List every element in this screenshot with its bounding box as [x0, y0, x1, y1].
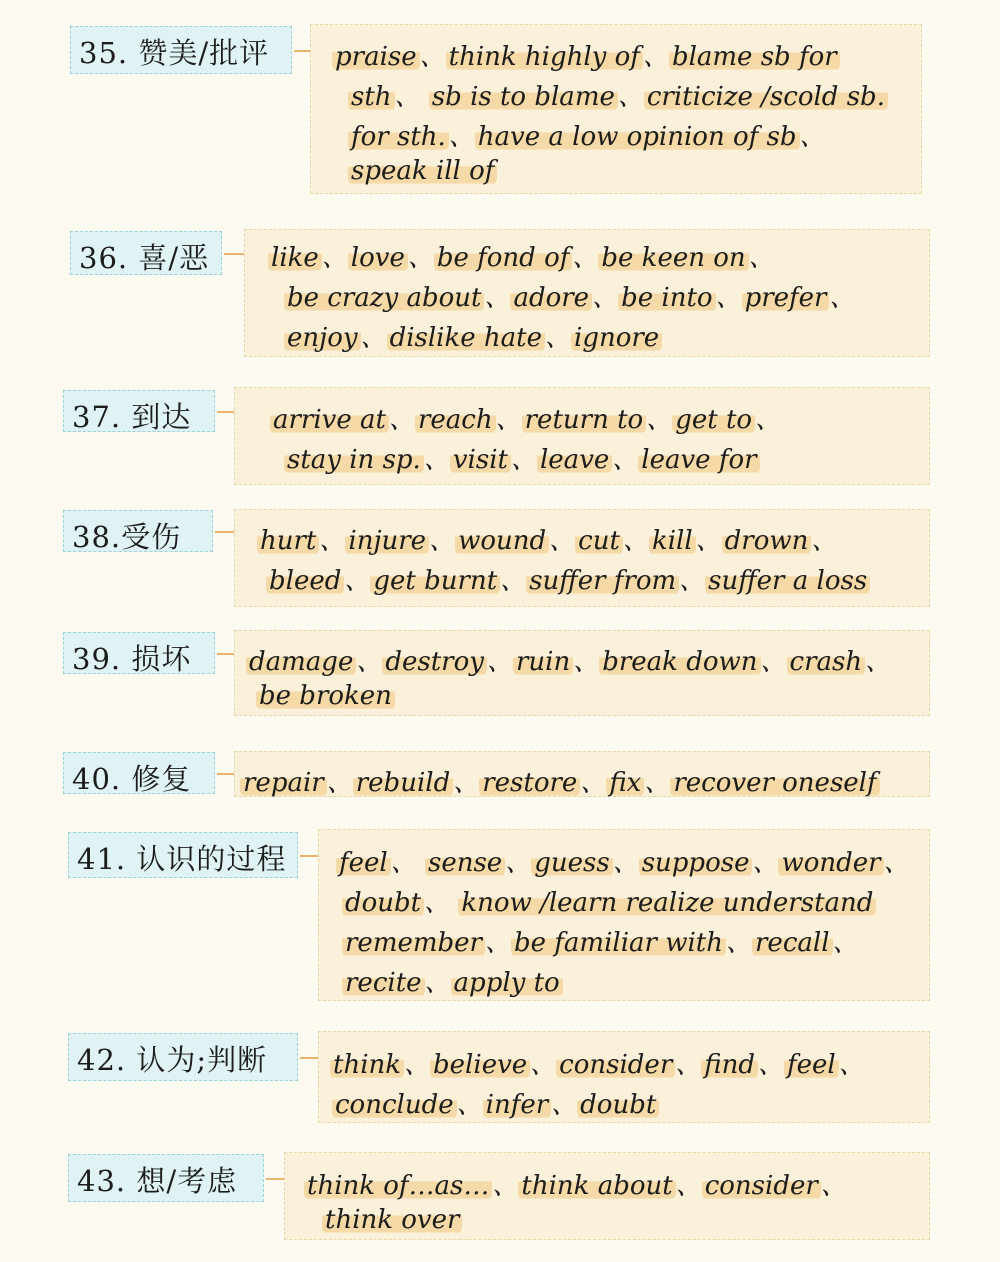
- separator: 、: [495, 405, 522, 435]
- vocab-phrase: think highly of: [446, 42, 643, 72]
- separator: 、: [505, 848, 532, 878]
- vocab-phrase: for sth.: [348, 122, 449, 152]
- vocab-phrase: adore: [510, 283, 592, 313]
- vocab-phrase: kill: [649, 526, 696, 556]
- vocab-phrase: remember: [342, 928, 485, 958]
- vocab-phrase: break down: [599, 647, 760, 677]
- separator: 、: [484, 283, 511, 313]
- vocab-phrase: return to: [522, 405, 647, 435]
- separator: 、: [883, 848, 910, 878]
- vocab-phrase: drown: [722, 526, 812, 556]
- separator: 、: [832, 928, 859, 958]
- word-line: [348, 116, 826, 153]
- word-line: [284, 277, 856, 314]
- vocab-phrase: crash: [787, 647, 866, 677]
- word-line: [270, 399, 781, 436]
- vocab-phrase: be fond of: [434, 243, 573, 273]
- word-line: [240, 762, 880, 799]
- word-line: [322, 1205, 462, 1235]
- vocab-phrase: injure: [345, 526, 429, 556]
- vocab-phrase: think about: [518, 1171, 675, 1201]
- separator: 、: [326, 768, 353, 798]
- vocab-phrase: conclude: [332, 1090, 457, 1120]
- separator: 、: [573, 647, 600, 677]
- connector-line: [217, 411, 234, 413]
- vocab-phrase: restore: [479, 768, 580, 798]
- vocab-phrase: ignore: [571, 323, 662, 353]
- connector-line: [224, 253, 244, 255]
- separator: 、: [390, 848, 425, 878]
- vocab-phrase: reach: [415, 405, 496, 435]
- vocab-phrase: doubt: [342, 888, 424, 918]
- vocab-phrase: get burnt: [370, 566, 500, 596]
- vocab-phrase: dislike hate: [387, 323, 545, 353]
- separator: 、: [838, 1050, 865, 1080]
- vocab-phrase: consider: [702, 1171, 821, 1201]
- separator: 、: [500, 566, 527, 596]
- connector-line: [217, 653, 234, 655]
- entry-label: 40. 修复: [63, 752, 215, 794]
- separator: 、: [549, 526, 576, 556]
- separator: 、: [675, 1171, 702, 1201]
- word-line: [342, 882, 876, 919]
- word-line: [284, 439, 760, 476]
- separator: 、: [544, 323, 571, 353]
- word-line: [268, 237, 775, 274]
- separator: 、: [612, 848, 639, 878]
- separator: 、: [752, 848, 779, 878]
- separator: 、: [758, 1050, 785, 1080]
- separator: 、: [748, 243, 775, 273]
- word-line: [256, 681, 395, 711]
- vocab-phrase: find: [701, 1050, 758, 1080]
- separator: 、: [530, 1050, 557, 1080]
- vocab-phrase: guess: [531, 848, 612, 878]
- vocab-phrase: love: [348, 243, 408, 273]
- separator: 、: [715, 283, 742, 313]
- vocab-phrase: sb is to blame: [429, 82, 618, 112]
- vocab-phrase: repair: [240, 768, 327, 798]
- word-line: [266, 560, 870, 597]
- word-line: [284, 317, 662, 354]
- vocab-phrase: apply to: [451, 968, 563, 998]
- vocab-phrase: rebuild: [353, 768, 453, 798]
- vocab-phrase: be into: [618, 283, 715, 313]
- separator: 、: [644, 768, 671, 798]
- vocab-phrase: think over: [322, 1205, 462, 1235]
- separator: 、: [622, 526, 649, 556]
- separator: 、: [456, 1090, 483, 1120]
- separator: 、: [820, 1171, 847, 1201]
- vocab-phrase: wonder: [778, 848, 883, 878]
- word-line: [342, 962, 563, 999]
- separator: 、: [388, 405, 415, 435]
- separator: 、: [448, 122, 475, 152]
- connector-line: [300, 1057, 318, 1059]
- separator: 、: [492, 1171, 519, 1201]
- vocab-phrase: be familiar with: [511, 928, 726, 958]
- vocab-phrase: get to: [672, 405, 755, 435]
- word-line: [348, 156, 497, 186]
- connector-line: [266, 1178, 284, 1180]
- vocab-phrase: recite: [342, 968, 425, 998]
- separator: 、: [675, 1050, 702, 1080]
- vocab-phrase: cut: [575, 526, 623, 556]
- separator: 、: [580, 768, 607, 798]
- vocab-phrase: think of…as…: [304, 1171, 492, 1201]
- vocab-phrase: visit: [450, 445, 511, 475]
- vocab-phrase: have a low opinion of sb: [475, 122, 800, 152]
- separator: 、: [356, 647, 383, 677]
- vocab-phrase: suffer from: [526, 566, 679, 596]
- entry-label: 42. 认为;判断: [68, 1033, 298, 1081]
- word-line: [336, 842, 910, 879]
- separator: 、: [695, 526, 722, 556]
- separator: 、: [551, 1090, 578, 1120]
- vocab-phrase: know /learn realize understand: [458, 888, 876, 918]
- vocab-phrase: recover oneself: [670, 768, 879, 798]
- vocab-phrase: be broken: [256, 681, 395, 711]
- separator: 、: [679, 566, 706, 596]
- separator: 、: [799, 122, 826, 152]
- connector-line: [294, 50, 310, 52]
- vocab-phrase: infer: [483, 1090, 552, 1120]
- vocab-phrase: leave: [537, 445, 612, 475]
- vocab-phrase: be keen on: [598, 243, 748, 273]
- vocab-phrase: damage: [246, 647, 356, 677]
- word-line: [330, 1044, 865, 1081]
- separator: 、: [760, 647, 787, 677]
- entry-label: 41. 认识的过程: [68, 832, 298, 878]
- word-line: [246, 641, 891, 678]
- entry-label: 43. 想/考虑: [68, 1154, 264, 1202]
- separator: 、: [572, 243, 599, 273]
- separator: 、: [829, 283, 856, 313]
- vocab-phrase: prefer: [742, 283, 830, 313]
- vocab-phrase: blame sb for: [669, 42, 840, 72]
- vocab-phrase: stay in sp.: [284, 445, 424, 475]
- word-line: [304, 1165, 847, 1202]
- separator: 、: [394, 82, 429, 112]
- vocab-phrase: suppose: [639, 848, 753, 878]
- vocab-phrase: recall: [752, 928, 833, 958]
- separator: 、: [429, 526, 456, 556]
- word-line: [332, 1084, 659, 1121]
- separator: 、: [407, 243, 434, 273]
- vocab-phrase: hurt: [257, 526, 319, 556]
- vocab-phrase: be crazy about: [284, 283, 484, 313]
- vocab-phrase: enjoy: [284, 323, 361, 353]
- separator: 、: [646, 405, 673, 435]
- vocab-phrase: criticize /scold sb.: [644, 82, 888, 112]
- vocab-phrase: suffer a loss: [705, 566, 870, 596]
- vocab-phrase: speak ill of: [348, 156, 497, 186]
- vocab-phrase: feel: [784, 1050, 839, 1080]
- vocab-phrase: bleed: [266, 566, 344, 596]
- word-line: [342, 922, 859, 959]
- vocab-phrase: doubt: [577, 1090, 659, 1120]
- separator: 、: [484, 928, 511, 958]
- separator: 、: [592, 283, 619, 313]
- separator: 、: [612, 445, 639, 475]
- vocab-phrase: think: [330, 1050, 404, 1080]
- vocab-phrase: like: [268, 243, 322, 273]
- vocab-phrase: leave for: [638, 445, 759, 475]
- entry-label: 36. 喜/恶: [70, 231, 222, 275]
- separator: 、: [642, 42, 669, 72]
- entry-label: 37. 到达: [63, 390, 215, 432]
- vocab-phrase: sth: [348, 82, 395, 112]
- separator: 、: [319, 526, 346, 556]
- connector-line: [215, 531, 234, 533]
- separator: 、: [424, 968, 451, 998]
- vocab-phrase: sense: [425, 848, 505, 878]
- word-line: [332, 36, 840, 73]
- entry-label: 39. 损坏: [63, 632, 215, 674]
- separator: 、: [811, 526, 838, 556]
- vocab-phrase: feel: [336, 848, 391, 878]
- entry-label: 35. 赞美/批评: [70, 26, 292, 74]
- vocab-phrase: destroy: [382, 647, 487, 677]
- separator: 、: [865, 647, 892, 677]
- separator: 、: [755, 405, 782, 435]
- vocab-phrase: arrive at: [270, 405, 389, 435]
- separator: 、: [321, 243, 348, 273]
- separator: 、: [424, 888, 459, 918]
- separator: 、: [423, 445, 450, 475]
- separator: 、: [617, 82, 644, 112]
- vocab-phrase: praise: [332, 42, 420, 72]
- vocab-phrase: ruin: [513, 647, 573, 677]
- vocab-phrase: fix: [606, 768, 644, 798]
- separator: 、: [725, 928, 752, 958]
- separator: 、: [360, 323, 387, 353]
- entry-label: 38.受伤: [63, 510, 213, 552]
- separator: 、: [419, 42, 446, 72]
- connector-line: [217, 773, 234, 775]
- separator: 、: [510, 445, 537, 475]
- word-line: [257, 520, 837, 557]
- vocab-phrase: believe: [430, 1050, 530, 1080]
- separator: 、: [404, 1050, 431, 1080]
- word-line: [348, 76, 888, 113]
- vocab-phrase: consider: [556, 1050, 675, 1080]
- vocab-phrase: wound: [455, 526, 549, 556]
- connector-line: [300, 855, 318, 857]
- separator: 、: [344, 566, 371, 596]
- separator: 、: [453, 768, 480, 798]
- separator: 、: [486, 647, 513, 677]
